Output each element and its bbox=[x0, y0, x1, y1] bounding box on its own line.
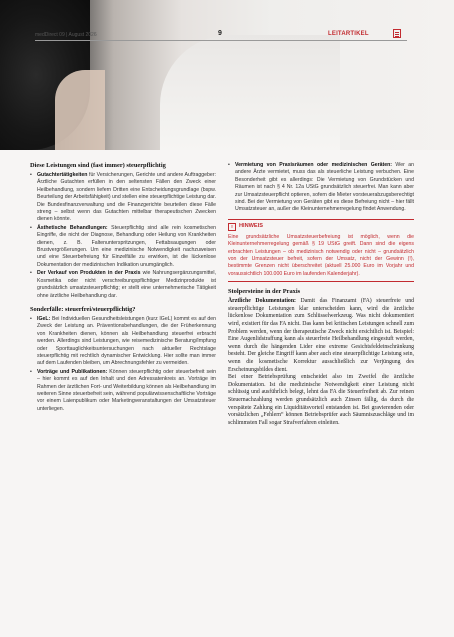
hint-title bbox=[228, 223, 414, 231]
page-header bbox=[0, 28, 454, 42]
list-item: • Vorträge und Publikationen: Können steuerpflichtig oder steuerbefreit sein – hier kommt es auf den Inhalt und den Adressatenkreis an. Vorträge im Rahmen der ärztlichen Fort- und Weiterbildung können als Heilbehandlung im weiteren Sinne steuerbefreit sein, während populärwissenschaftliche Vorträge vor einem Laienpublikum oder Marketingveranstaltungen der Umsatzsteuer unterliegen. bbox=[30, 369, 216, 413]
page-number: 9 bbox=[218, 30, 222, 37]
photo-cloth-shape bbox=[160, 35, 340, 150]
header-rule bbox=[35, 40, 407, 41]
right-column bbox=[228, 162, 414, 427]
menu-icon[interactable] bbox=[393, 29, 401, 38]
hint-box bbox=[228, 219, 414, 282]
heading-special-cases: Sonderfälle: steuerfrei/steuerpflichtig? bbox=[30, 305, 136, 313]
heading-taxable: Diese Leistungen sind (fast immer) steuerpflichtig bbox=[30, 162, 166, 169]
photo-skin-shape bbox=[55, 70, 105, 150]
section-title: LEITARTIKEL bbox=[328, 31, 369, 37]
list-item: • Gutachtertätigkeiten für Versicherungen, Gerichte und andere Auftraggeber: Ärztliche Gutachten erfüllen in den seltensten Fällen den Zweck einer Heilbehandlung, sondern liefern Dritten eine Entscheidungsgrundlage (bspw. Beurteilung der Arbeitsfähigkeit) und stellen eine steuerpflichtige Leistung dar. Die Bundesfinanzverwaltung und die Finanzgerichte beurteilen diese Fälle streng – selbst wenn das Gutachten mittelbar therapeutischen Zwecken dienen könnte. bbox=[30, 172, 216, 224]
special-cases-list bbox=[30, 316, 216, 413]
heading-pitfalls: Stolpersteine in der Praxis bbox=[228, 288, 301, 296]
left-column bbox=[30, 162, 216, 414]
paragraph-audit: Bei einer Betriebsprüfung entscheidet also im Zweifel die ärztliche Dokumentation. Ist die medizinische Notwendigkeit einer Leistung nicht schlüssig und ausführlich belegt, lehnt das FA die Steuerfreiheit ab. Zur reinen Steuernachzahlung werden grundsätzlich auch Zinsen fällig, da durch die verspätete Zahlung ein Liquiditätsvorteil entstanden ist. Bei gravierenden oder vorsätzlichen „Fehlern“ können Betriebsprüfer auch Säumniszuschläge und im schlimmsten Fall sogar Strafverfahren einleiten. bbox=[228, 374, 414, 426]
list-item: • Vermietung von Praxisräumen oder medizinischen Geräten: Wer an andere Ärzte vermietet, muss das als steuerliche Leistung verbuchen. Eine Besonderheit gibt es allerdings: Die Vermietung von Grundstücken und Räumen ist nach § 4 Nr. 12a UStG grundsätzlich steuerfrei. Man kann aber zur Umsatzsteuerpflicht optieren, sofern die Mieter vorsteuerabzugsberechtigt sind. Bei der Vermietung von Geräten gibt es diese Befreiung nicht – hier fällt Umsatzsteuer an, außer die Kleinunternehmerregelung findet Anwendung. bbox=[228, 162, 414, 214]
list-item: • IGeL: Bei Individuellen Gesundheitsleistungen (kurz IGeL) kommt es auf den Zweck der Leistung an. Präventionsbehandlungen, die der Früherkennung von Krankheiten dienen, können als Heilbehandlung steuerfrei erbracht werden. Allerdings sind Leistungen, wie reisemedizinische Beratung/Impfung oder Sporttauglichkeitsuntersuchungen nach aktueller Rechtslage steuerpflichtig mit rechtlich dynamischer Entwicklung. Hier sollte man immer auf dem Laufenden bleiben, um Abrechnungsfehler zu vermeiden. bbox=[30, 316, 216, 368]
paragraph-documentation: Ärztliche Dokumentation: Damit das Finanzamt (FA) steuerfreie und steuerpflichtige Leistungen klar unterscheiden kann, wird die ärztliche lückenlose Dokumentation zum Schlüsselwerkzeug. Was nicht dokumentiert wird, existiert für das FA nicht. Das kann bei kritischen Leistungen schnell zum Problem werden, wenn der therapeutische Zweck nicht ersichtlich ist. Beispiel: Eine Augenlidstraffung kann als steuerfreie Heilbehandlung eingestuft werden, wenn durch die hängenden Lider eine extreme Gesichtsfeldeinschränkung besteht. Der gleiche Eingriff kann aber auch eine steuerpflichtige Leistung sein, wenn die kosmetische Korrektur ausschließlich zur Verjüngung des Erscheinungsbildes dient. bbox=[228, 298, 414, 373]
list-item: • Der Verkauf von Produkten in der Praxis wie Nahrungsergänzungsmittel, Kosmetika oder nicht verschreibungspflichtiger Medizinprodukte ist grundsätzlich umsatzsteuerpflichtig; er stellt eine unternehmerische Tätigkeit ohne ärztliche Heilbehandlung dar. bbox=[30, 270, 216, 300]
issue-meta: medDirect 09 | August 2026 bbox=[35, 32, 97, 38]
rental-list bbox=[228, 162, 414, 214]
exclamation-icon: ! bbox=[228, 223, 236, 231]
hint-text: Eine grundsätzliche Umsatzsteuerbefreiung ist möglich, wenn die Kleinunternehmerregelung gemäß § 19 UStG greift. Dann sind die eigens erbrachten Leistungen – ob medizinisch notwendig oder nicht – grundsätzlich von der Umsatzsteuer befreit, sofern der Umsatz, nicht der Gewinn (!), bestimmte Grenzen nicht überschreitet (aktuell 25.000 Euro im Vorjahr und voraussichtlich 100.000 Euro im laufenden Kalenderjahr). bbox=[228, 233, 414, 277]
header-photo bbox=[0, 0, 454, 150]
list-item: • Ästhetische Behandlungen: Steuerpflichtig sind alle rein kosmetischen Eingriffe, die nicht der Diagnose, Behandlung oder Heilung von Krankheiten dienen, z. B. Faltenunterspritzungen, Fettabsaugungen oder Brustvergrößerungen. Um eine medizinische Notwendigkeit nachzuweisen und eine Steuerbefreiung für Einzelfälle zu erwirken, ist die lückenlose Dokumentation der medizinischen Indikation unumgänglich. bbox=[30, 225, 216, 269]
taxable-list bbox=[30, 172, 216, 300]
hint-label: HINWEIS bbox=[239, 223, 263, 230]
